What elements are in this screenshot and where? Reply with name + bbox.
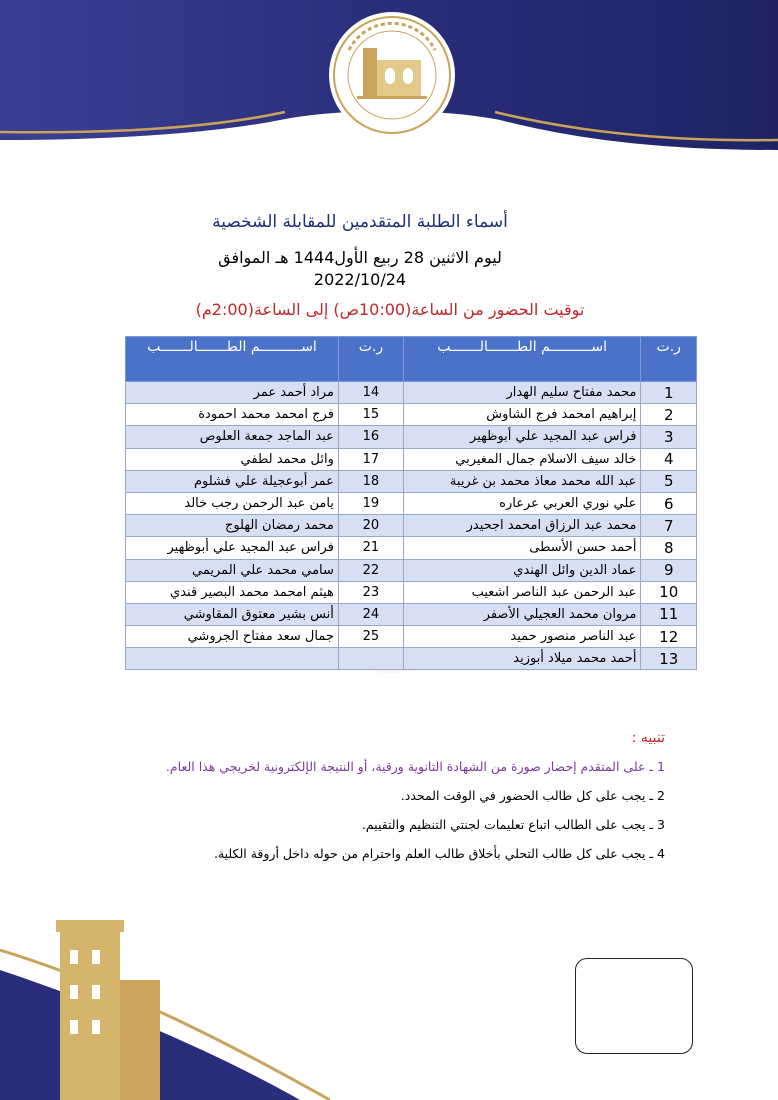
col-header-name-right: اســــــــــم الطـــــــالـــــــب: [403, 337, 641, 382]
student-name-right: عماد الدين وائل الهندي: [403, 559, 641, 581]
table-row: [126, 559, 697, 581]
student-number-right: 5: [641, 470, 697, 492]
table-row: [126, 448, 697, 470]
student-number-right: 11: [641, 603, 697, 625]
student-number-right: 6: [641, 492, 697, 514]
student-name-right: مروان محمد العجيلي الأصفر: [403, 603, 641, 625]
student-number-left: 15: [338, 404, 403, 426]
student-number-left: 14: [338, 382, 403, 404]
table-row: [126, 426, 697, 448]
student-number-left: 21: [338, 537, 403, 559]
student-number-left: 20: [338, 515, 403, 537]
student-number-left: 18: [338, 470, 403, 492]
student-number-right: 3: [641, 426, 697, 448]
tower-icon: [56, 920, 160, 1100]
student-number-left: 23: [338, 581, 403, 603]
note-item: 3 ـ يجب على الطالب اتباع تعليمات لجنتي التنظيم والتقييم.: [361, 817, 665, 832]
student-name-right: إبراهيم امحمد فرج الشاوش: [403, 404, 641, 426]
student-number-right: 12: [641, 626, 697, 648]
student-name-right: علي نوري العربي عرعاره: [403, 492, 641, 514]
note-item: 2 ـ يجب على كل طالب الحضور في الوقت المحدد.: [400, 788, 665, 803]
col-header-num-right: ر.ت: [641, 337, 697, 382]
student-name-left: جمال سعد مفتاح الجروشي: [126, 626, 339, 648]
table-row: [126, 404, 697, 426]
notes-title: تنبيه :: [631, 730, 665, 746]
student-number-right: 9: [641, 559, 697, 581]
student-name-left: سامي محمد علي المريمي: [126, 559, 339, 581]
student-number-right: 10: [641, 581, 697, 603]
student-number-left: 25: [338, 626, 403, 648]
table-header-row: [126, 337, 697, 382]
attendance-time: توقيت الحضور من الساعة(10:00ص) إلى الساعة(2:00م): [195, 300, 585, 319]
table-row: [126, 537, 697, 559]
footer-decoration: [0, 890, 330, 1100]
table-row: [126, 492, 697, 514]
note-item: 4 ـ يجب على كل طالب التحلي بأخلاق طالب العلم واحترام من حوله داخل أروقة الكلية.: [213, 846, 665, 861]
date-line: ليوم الاثنين 28 ربيع الأول1444 هـ الموافق: [218, 248, 502, 267]
student-number-left: [338, 648, 403, 670]
student-number-right: 1: [641, 382, 697, 404]
student-number-left: 24: [338, 603, 403, 625]
student-number-left: 16: [338, 426, 403, 448]
student-name-left: يامن عبد الرحمن رجب خالد: [126, 492, 339, 514]
table-row: [126, 581, 697, 603]
student-name-left: مراد أحمد عمر: [126, 382, 339, 404]
note-item: 1 ـ على المتقدم إحضار صورة من الشهادة الثانوية ورقية، أو النتيجة الإلكترونية لخريجي هذا العام.: [165, 759, 665, 774]
student-number-right: 7: [641, 515, 697, 537]
table-row: [126, 626, 697, 648]
table-row: [126, 603, 697, 625]
student-name-right: عبد الناصر منصور حميد: [403, 626, 641, 648]
table-row: [126, 382, 697, 404]
student-name-left: فراس عبد المجيد علي أبوظهير: [126, 537, 339, 559]
student-name-left: فرج امحمد محمد احمودة: [126, 404, 339, 426]
student-name-left: هيثم امحمد محمد البصير قندي: [126, 581, 339, 603]
stamp-box: [575, 958, 693, 1054]
student-name-right: أحمد محمد ميلاد أبوزيد: [403, 648, 641, 670]
student-name-left: محمد رمضان الهلوج: [126, 515, 339, 537]
student-name-left: عمر أبوعجيلة علي فشلوم: [126, 470, 339, 492]
col-header-num-left: ر.ت: [338, 337, 403, 382]
document-title: أسماء الطلبة المتقدمين للمقابلة الشخصية: [212, 212, 508, 232]
student-name-left: وائل محمد لطفي: [126, 448, 339, 470]
col-header-name-left: اســــــــــم الطـــــــالـــــــب: [126, 337, 339, 382]
students-table: [125, 336, 697, 670]
students-table-body: [126, 382, 697, 670]
college-logo: [327, 10, 457, 140]
student-name-right: أحمد حسن الأسطى: [403, 537, 641, 559]
student-number-right: 13: [641, 648, 697, 670]
table-row: [126, 648, 697, 670]
student-name-left: [126, 648, 339, 670]
student-name-right: عبد الرحمن عبد الناصر اشعيب: [403, 581, 641, 603]
student-name-right: خالد سيف الاسلام جمال المغيربي: [403, 448, 641, 470]
student-name-left: أنس بشير معتوق المقاوشي: [126, 603, 339, 625]
table-row: [126, 515, 697, 537]
student-number-right: 2: [641, 404, 697, 426]
student-number-left: 19: [338, 492, 403, 514]
student-name-left: عبد الماجد جمعة العلوص: [126, 426, 339, 448]
student-number-right: 8: [641, 537, 697, 559]
student-name-right: عبد الله محمد معاذ محمد بن غريبة: [403, 470, 641, 492]
student-name-right: محمد مفتاح سليم الهدار: [403, 382, 641, 404]
gregorian-date: 2022/10/24: [313, 270, 407, 289]
student-name-right: فراس عبد المجيد علي أبوظهير: [403, 426, 641, 448]
notes-section: [125, 730, 665, 874]
table-row: [126, 470, 697, 492]
student-number-right: 4: [641, 448, 697, 470]
student-name-right: محمد عبد الرزاق امحمد اجحيدر: [403, 515, 641, 537]
student-number-left: 22: [338, 559, 403, 581]
student-number-left: 17: [338, 448, 403, 470]
